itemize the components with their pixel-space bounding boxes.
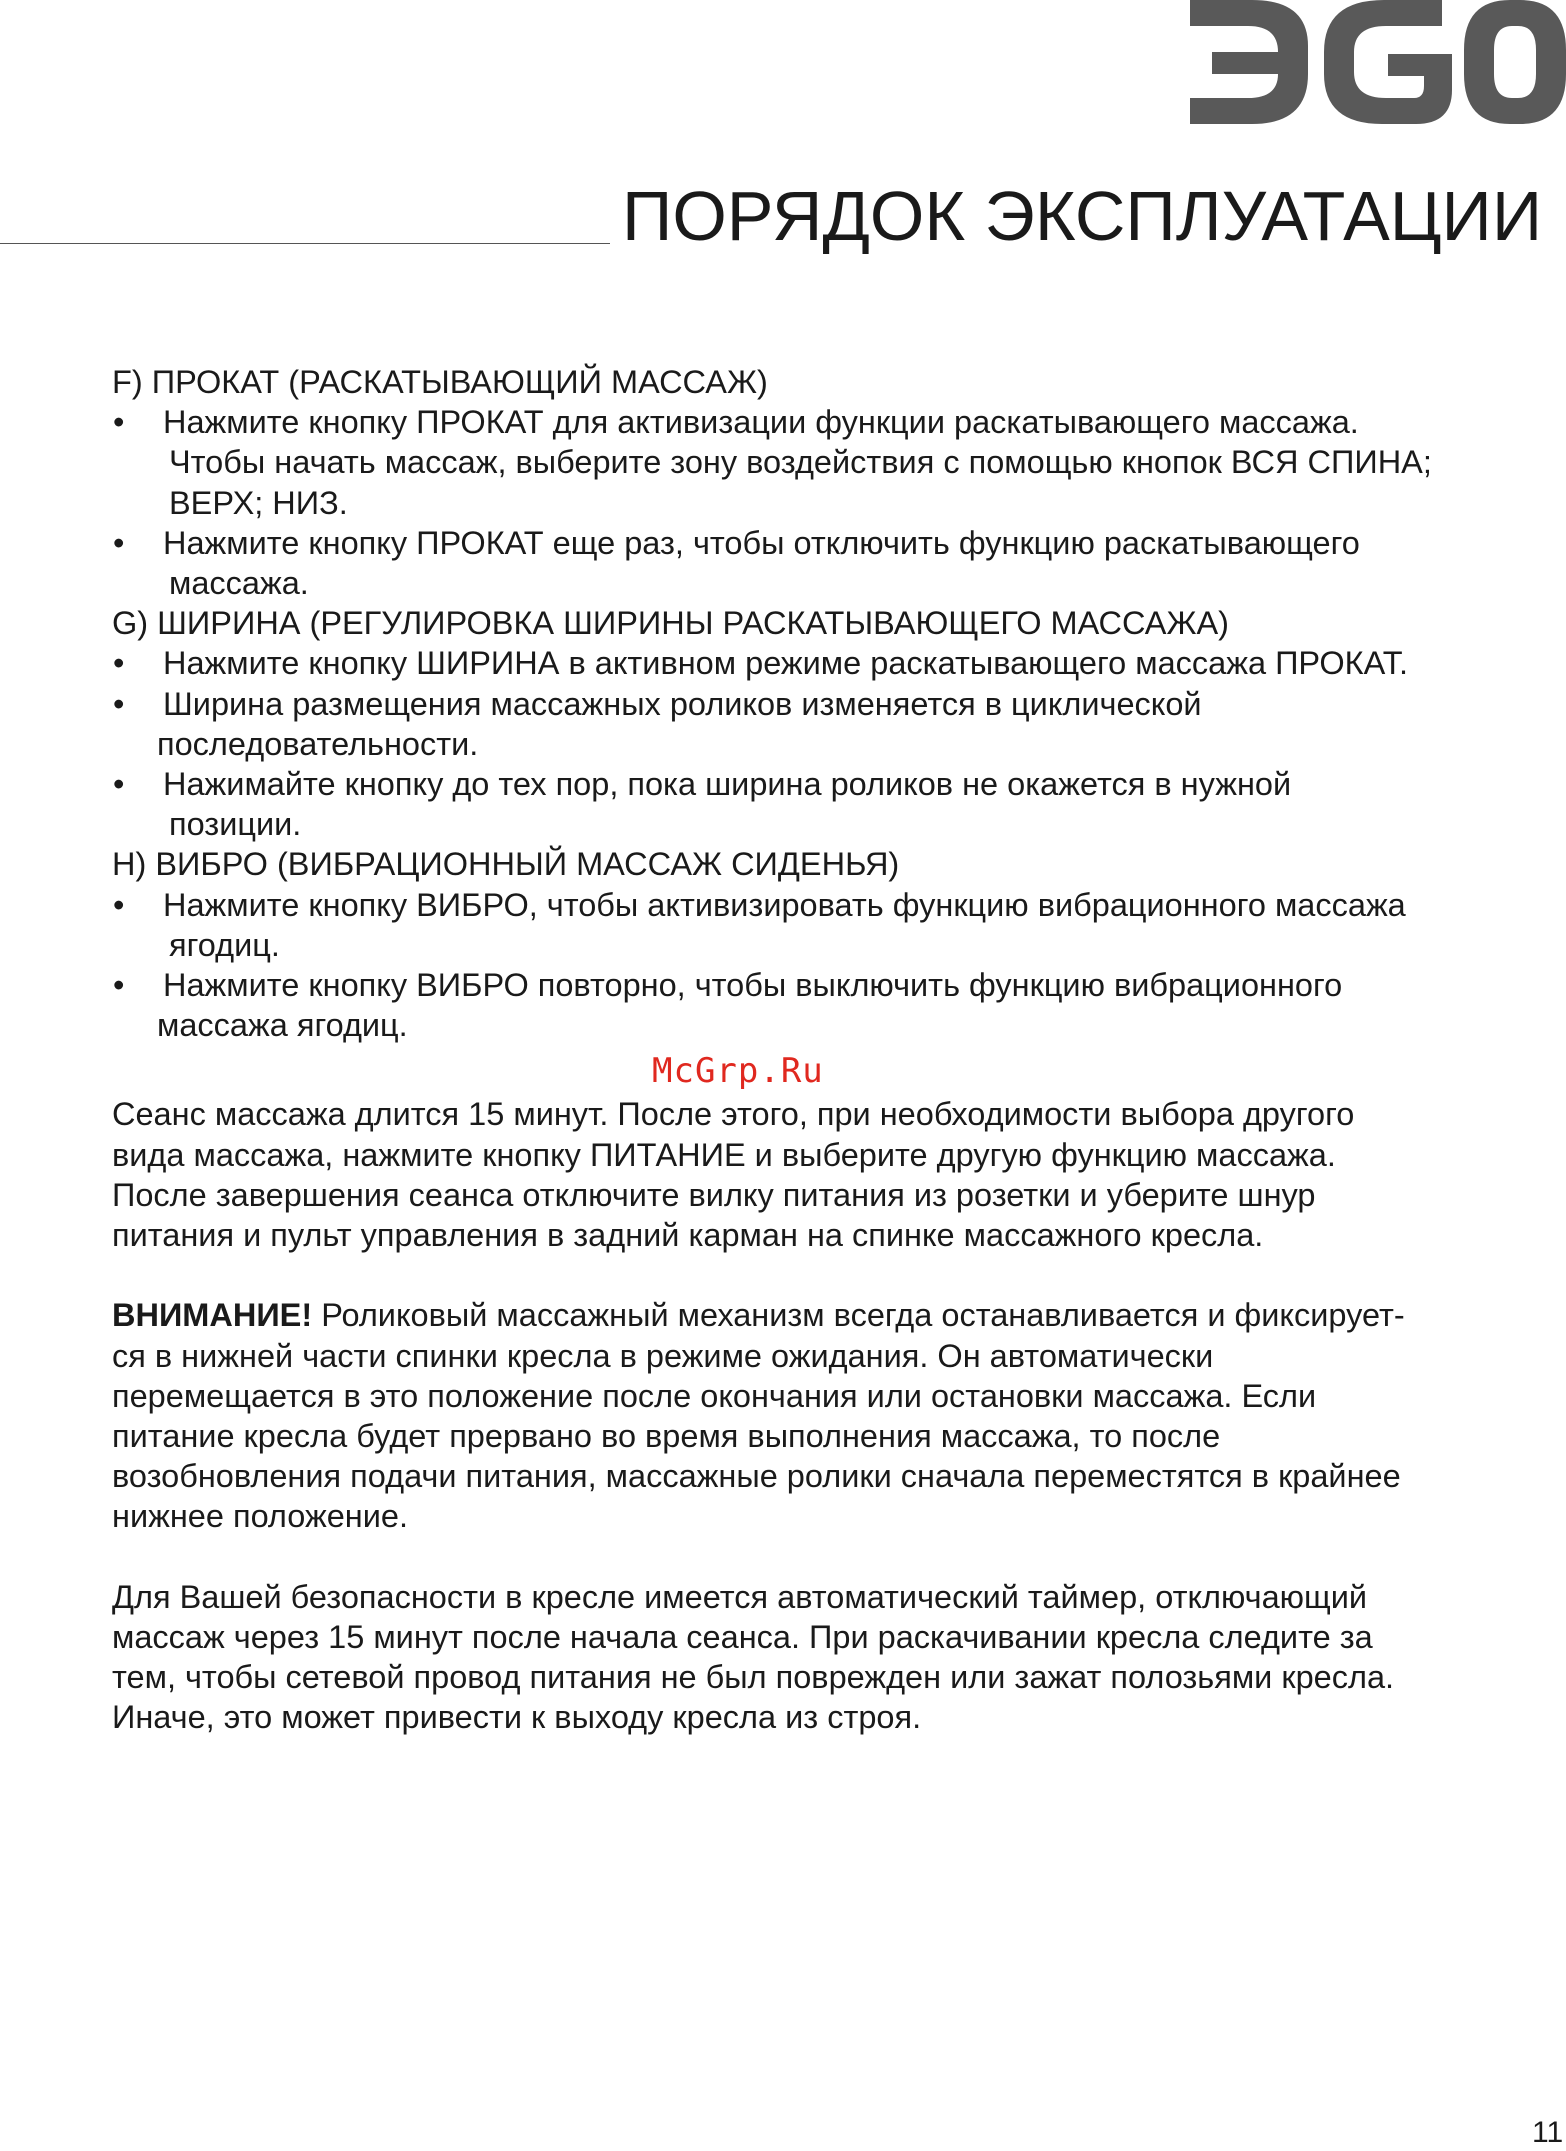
bullet-line: Нажмите кнопку ШИРИНА в активном режиме раскатывающего массажа ПРОКАТ.: [163, 645, 1409, 682]
paragraph-line: питания и пульт управления в задний карман на спинке массажного кресла.: [112, 1217, 1264, 1254]
watermark[interactable]: McGrp.Ru: [652, 1051, 824, 1092]
list-item: [112, 523, 1562, 603]
paragraph-line: Иначе, это может привести к выходу кресла из строя.: [112, 1699, 922, 1736]
list-item: [112, 885, 1562, 965]
paragraph-line: нижнее положение.: [112, 1498, 408, 1535]
session-paragraph: [112, 1094, 1562, 1255]
bullet-line: Нажмите кнопку ВИБРО повторно, чтобы выключить функцию вибрационного: [163, 967, 1343, 1004]
brand-logo: [1190, 0, 1566, 124]
list-item: [112, 684, 1562, 764]
paragraph-line: перемещается в это положение после окончания или остановки массажа. Если: [112, 1377, 1317, 1414]
section-g: [112, 603, 1562, 844]
list-item: [112, 764, 1562, 844]
paragraph-line: массаж через 15 минут после начала сеанса. При раскачивании кресла следите за: [112, 1619, 1373, 1656]
paragraph-line: возобновления подачи питания, массажные ролики сначала переместятся в крайнее: [112, 1458, 1401, 1495]
paragraph-line: После завершения сеанса отключите вилку питания из розетки и уберите шнур: [112, 1176, 1316, 1213]
page-title: ПОРЯДОК ЭКСПЛУАТАЦИИ: [622, 177, 1543, 255]
section-h: [112, 844, 1562, 1045]
document-body: [112, 362, 1562, 1738]
warning-label: ВНИМАНИЕ!: [112, 1297, 313, 1334]
safety-paragraph: [112, 1577, 1562, 1738]
bullet-marker: •: [113, 886, 125, 923]
warning-paragraph: [112, 1295, 1562, 1536]
paragraph-line: тем, чтобы сетевой провод питания не был поврежден или зажат полозьями кресла.: [112, 1659, 1395, 1696]
spacer: [112, 1255, 1562, 1295]
logo-letter-g: [1324, 0, 1452, 124]
logo-letter-o: [1464, 0, 1566, 124]
bullet-line: Чтобы начать массаж, выберите зону воздействия с помощью кнопок ВСЯ СПИНА;: [169, 444, 1432, 481]
bullet-line: ягодиц.: [169, 926, 280, 963]
bullet-line: Ширина размещения массажных роликов изменяется в циклической: [163, 685, 1202, 722]
list-item: [112, 643, 1562, 683]
bullet-line: Нажмите кнопку ПРОКАТ для активизации функции раскатывающего массажа.: [163, 404, 1359, 441]
section-heading: F) ПРОКАТ (РАСКАТЫВАЮЩИЙ МАССАЖ): [112, 364, 768, 400]
paragraph-line: Для Вашей безопасности в кресле имеется автоматический таймер, отключающий: [112, 1578, 1368, 1615]
bullet-line: массажа ягодиц.: [157, 1007, 408, 1044]
logo-letter-e-reversed: [1190, 0, 1308, 124]
section-heading: H) ВИБРО (ВИБРАЦИОННЫЙ МАССАЖ СИДЕНЬЯ): [112, 846, 900, 883]
bullet-line: ВЕРХ; НИЗ.: [169, 484, 348, 521]
bullet-marker: •: [113, 766, 125, 803]
paragraph-line: [112, 1295, 1562, 1335]
bullet-marker: •: [113, 404, 125, 441]
bullet-line: Нажмите кнопку ПРОКАТ еще раз, чтобы отключить функцию раскатывающего: [163, 524, 1360, 561]
paragraph-line: питание кресла будет прервано во время выполнения массажа, то после: [112, 1418, 1221, 1455]
paragraph-line: вида массажа, нажмите кнопку ПИТАНИЕ и выберите другую функцию массажа.: [112, 1136, 1336, 1173]
spacer: [112, 1537, 1562, 1577]
bullet-line: массажа.: [169, 565, 309, 602]
bullet-marker: •: [113, 645, 125, 682]
bullet-line: последовательности.: [157, 725, 479, 762]
page-number: 11: [1532, 2116, 1564, 2149]
list-item: [112, 402, 1562, 523]
warning-text: Роликовый массажный механизм всегда останавливается и фиксирует-: [312, 1297, 1405, 1334]
bullet-line: позиции.: [169, 806, 302, 843]
section-heading: G) ШИРИНА (РЕГУЛИРОВКА ШИРИНЫ РАСКАТЫВАЮЩЕГО МАССАЖА): [112, 605, 1229, 642]
title-rule: [0, 243, 610, 244]
bullet-marker: •: [113, 967, 125, 1004]
bullet-marker: •: [113, 685, 125, 722]
section-f: [112, 362, 1562, 603]
list-item: [112, 965, 1562, 1045]
paragraph-line: ся в нижней части спинки кресла в режиме ожидания. Он автоматически: [112, 1337, 1214, 1374]
bullet-marker: •: [113, 524, 125, 561]
bullet-line: Нажимайте кнопку до тех пор, пока ширина роликов не окажется в нужной: [163, 766, 1292, 803]
watermark-row: [112, 1045, 1562, 1094]
paragraph-line: Сеанс массажа длится 15 минут. После этого, при необходимости выбора другого: [112, 1096, 1355, 1133]
bullet-line: Нажмите кнопку ВИБРО, чтобы активизировать функцию вибрационного массажа: [163, 886, 1406, 923]
